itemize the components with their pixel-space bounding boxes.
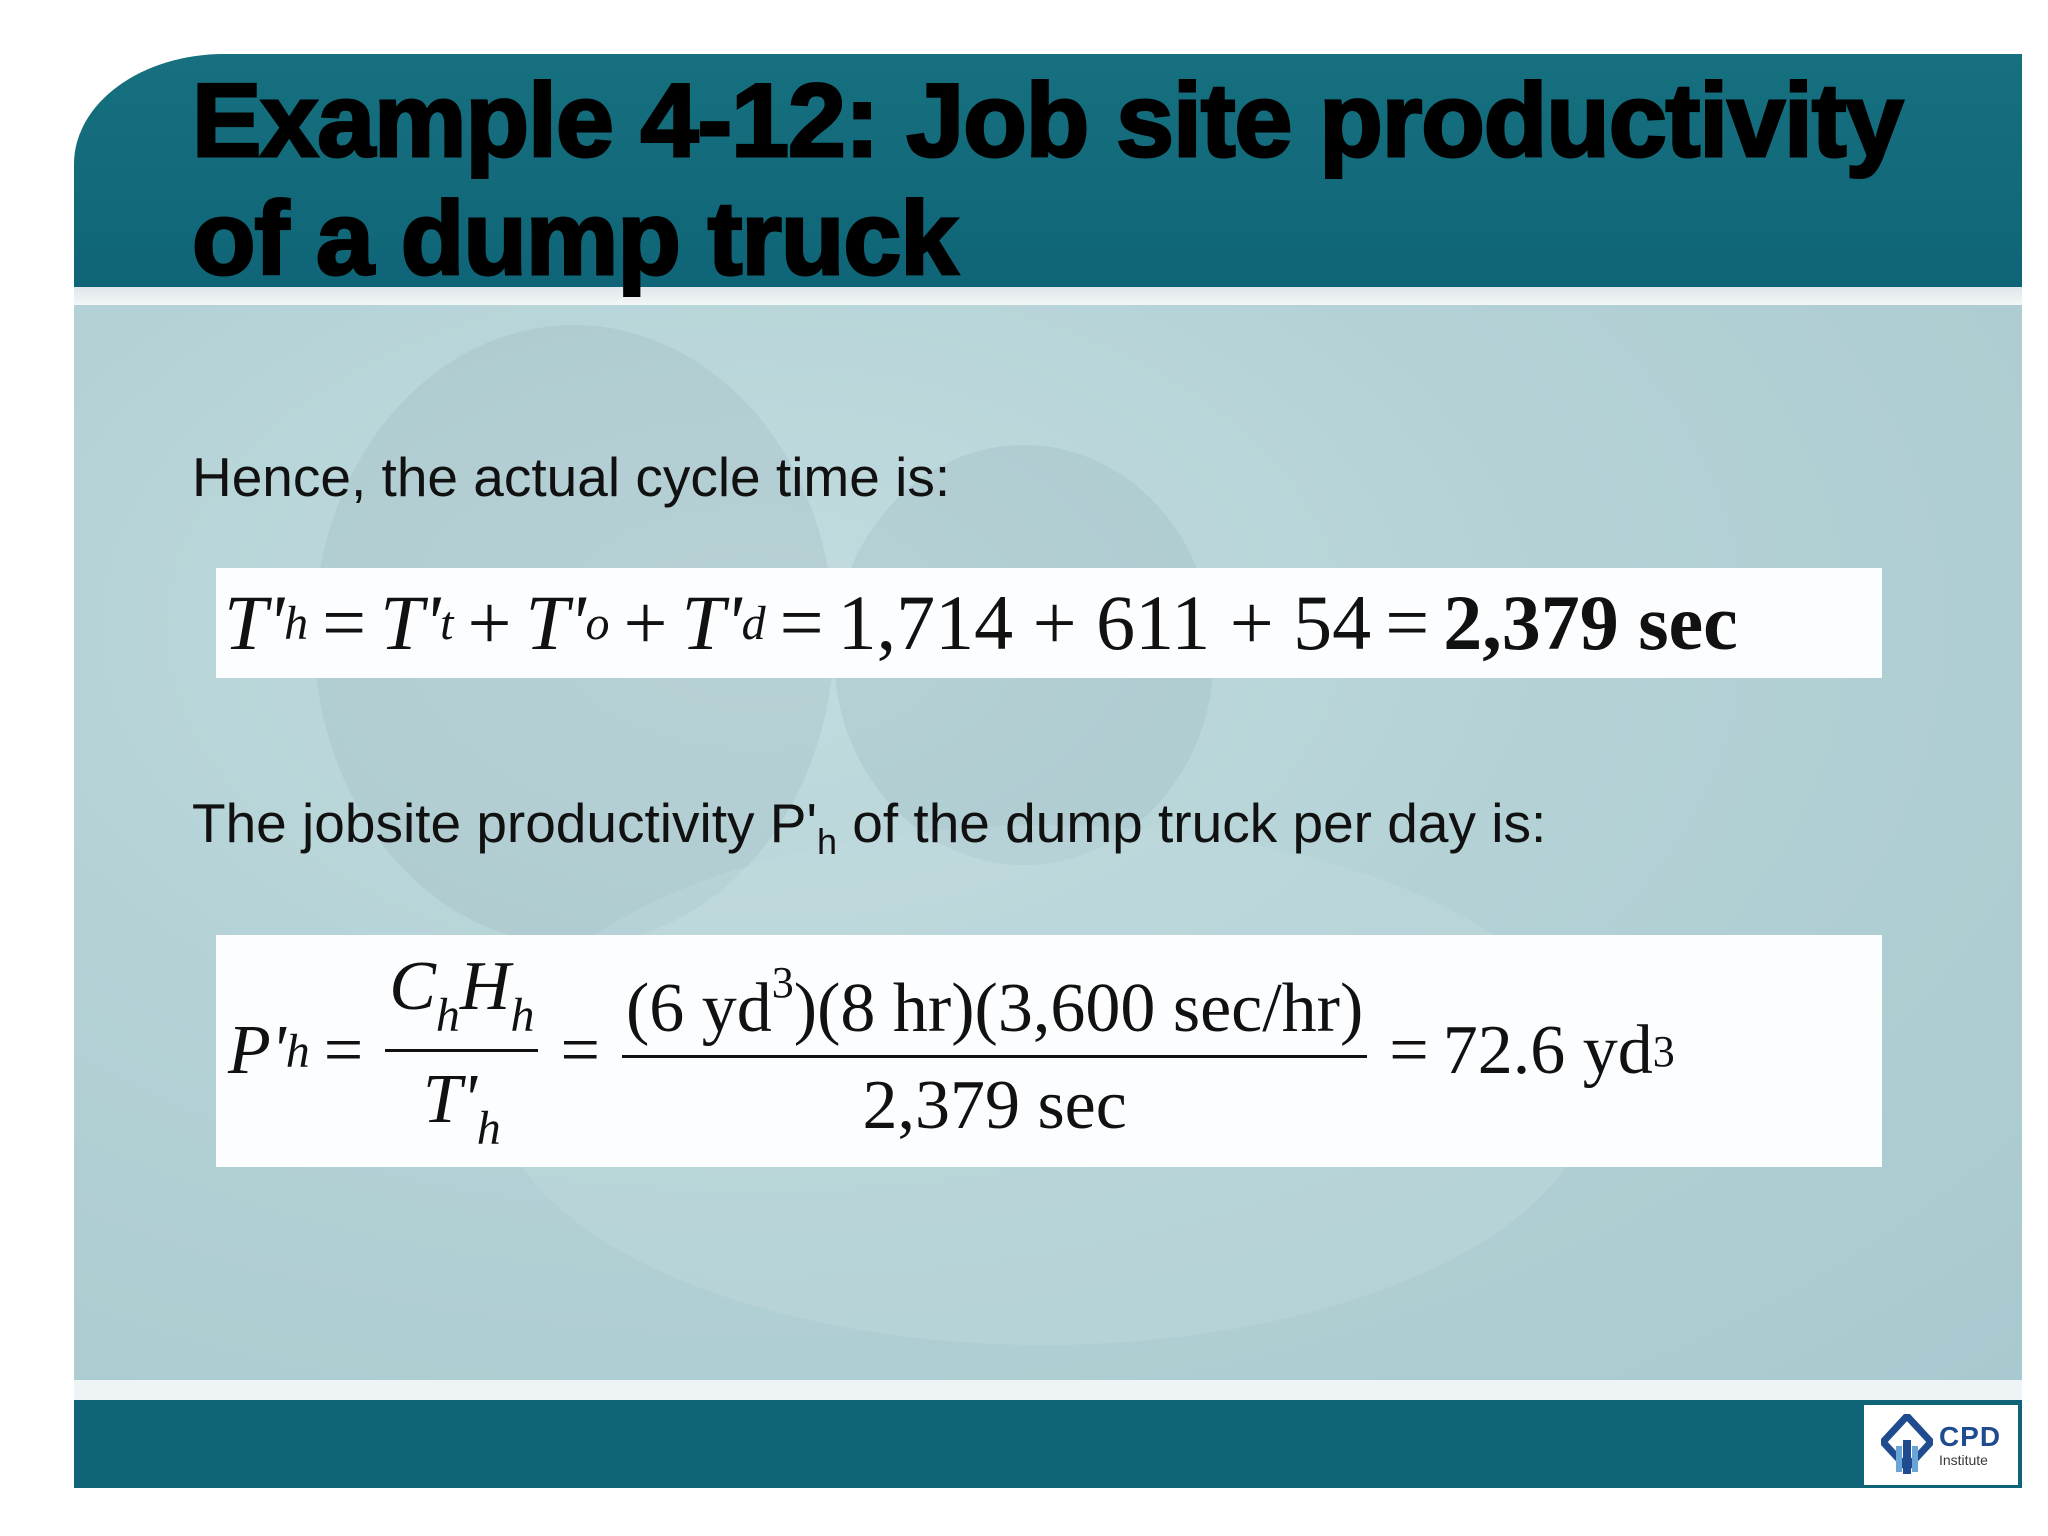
eq2-th-sub: h <box>476 1101 501 1155</box>
plus-sign: + <box>467 579 512 666</box>
eq2-ch: C <box>389 947 436 1025</box>
eq1-term2: T' <box>525 579 586 666</box>
eq2-num-sup: 3 <box>771 957 794 1007</box>
eq2-result-sup: 3 <box>1652 1026 1675 1076</box>
fraction-symbolic-denominator <box>423 1052 501 1156</box>
eq2-lhs-symbol: P' <box>228 1012 286 1089</box>
equals-sign: = <box>322 579 367 666</box>
cpd-logo <box>1864 1405 2018 1485</box>
productivity-intro <box>192 790 1546 863</box>
eq2-hh: H <box>459 947 511 1025</box>
fraction-numeric-numerator <box>622 957 1367 1055</box>
eq2-result: 72.6 yd <box>1442 1012 1653 1089</box>
logo-subtitle: Institute <box>1938 1452 1988 1468</box>
eq2-num-part-a: (6 yd <box>625 969 772 1047</box>
eq1-result: 2,379 sec <box>1443 579 1738 666</box>
fraction-symbolic-numerator <box>385 947 538 1049</box>
eq2-ch-sub: h <box>435 988 460 1042</box>
eq1-term3-sub: d <box>741 596 766 650</box>
fraction-numeric <box>622 957 1367 1146</box>
productivity-text-prefix: The jobsite productivity P' <box>192 792 817 854</box>
fraction-numeric-denominator: 2,379 sec <box>862 1066 1127 1144</box>
fraction-symbolic <box>385 947 538 1156</box>
eq2-hh-sub: h <box>510 988 535 1042</box>
eq1-term3: T' <box>681 579 742 666</box>
eq1-lhs-symbol: T' <box>224 579 285 666</box>
eq1-term1: T' <box>380 579 441 666</box>
slide-title: Example 4-12: Job site productivity of a dump truck <box>192 63 1903 297</box>
eq2-th: T' <box>422 1060 477 1138</box>
productivity-text-subscript: h <box>816 821 837 862</box>
productivity-text-suffix: of the dump truck per day is: <box>837 792 1547 854</box>
equals-sign: = <box>1389 1012 1429 1089</box>
cpd-logo-icon <box>1881 1414 1933 1476</box>
equals-sign: = <box>779 579 824 666</box>
eq1-lhs-sub: h <box>284 596 309 650</box>
cycle-time-intro: Hence, the actual cycle time is: <box>192 446 951 508</box>
productivity-equation <box>216 935 1882 1167</box>
equals-sign: = <box>323 1012 364 1089</box>
footer-band <box>74 1400 2022 1488</box>
cycle-time-equation <box>216 568 1882 678</box>
eq1-term1-sub: t <box>440 596 454 650</box>
eq2-lhs-sub: h <box>285 1024 310 1078</box>
eq1-term2-sub: o <box>585 596 610 650</box>
eq1-values: 1,714 + 611 + 54 <box>837 579 1372 666</box>
equals-sign: = <box>1385 579 1430 666</box>
footer-divider <box>74 1380 2022 1400</box>
equals-sign: = <box>560 1012 600 1089</box>
plus-sign: + <box>623 579 668 666</box>
eq2-num-part-b: )(8 hr)(3,600 sec/hr) <box>793 969 1364 1047</box>
logo-name: CPD <box>1938 1421 2002 1452</box>
